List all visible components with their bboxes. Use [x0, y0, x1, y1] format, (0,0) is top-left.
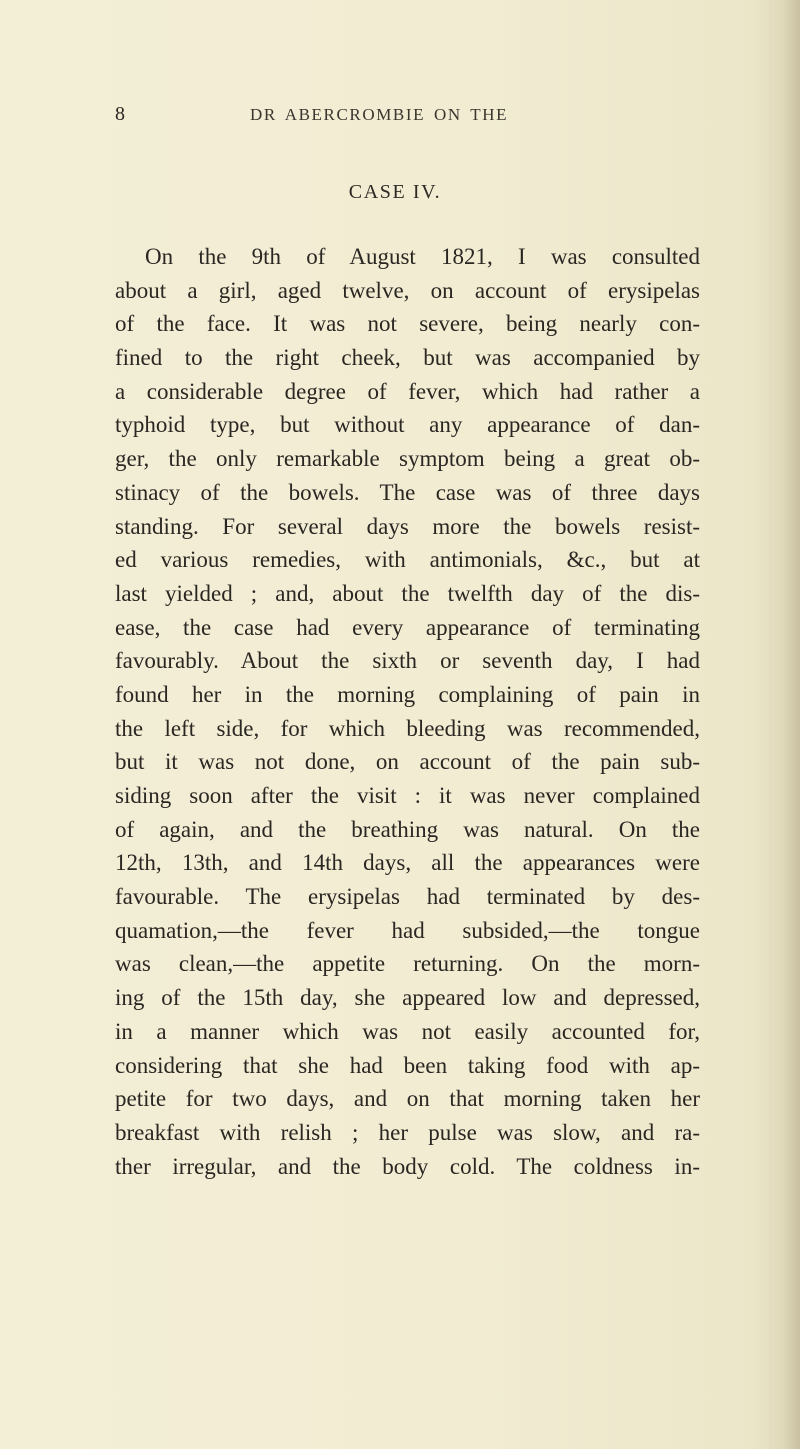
text-line: ease, the case had every appearance of terminating [115, 614, 700, 640]
text-line: found her in the morning complaining of pain in [115, 681, 700, 707]
text-line: ing of the 15th day, she appeared low and depressed, [115, 985, 700, 1011]
text-line: petite for two days, and on that morning taken her [115, 1086, 700, 1112]
text-line: typhoid type, but without any appearance of dan- [115, 412, 700, 438]
text-line: but it was not done, on account of the pain sub- [115, 749, 700, 775]
text-line: ed various remedies, with antimonials, &c., but at [115, 547, 700, 573]
text-line: breakfast with relish ; her pulse was slow, and ra- [115, 1119, 700, 1145]
text-line: was clean,—the appetite returning. On the morn- [115, 951, 700, 977]
text-line: last yielded ; and, about the twelfth day of the dis- [115, 580, 700, 606]
text-line: On the 9th of August 1821, I was consulted [145, 244, 700, 269]
text-line: considering that she had been taking food with ap- [115, 1052, 700, 1078]
text-line: of the face. It was not severe, being nearly con- [115, 311, 700, 337]
running-header [0, 103, 800, 133]
text-line: a considerable degree of fever, which had rather a [115, 378, 700, 404]
page-edge-shadow [782, 0, 800, 1449]
text-line: in a manner which was not easily accounted for, [115, 1018, 700, 1044]
section-heading: CASE IV. [348, 181, 442, 203]
text-line: of again, and the breathing was natural. On the [115, 816, 700, 842]
text-line: quamation,—the fever had subsided,—the tongue [115, 917, 700, 943]
page-number: 8 [115, 103, 126, 125]
text-line: stinacy of the bowels. The case was of three days [115, 479, 700, 505]
text-line: ger, the only remarkable symptom being a great ob- [115, 446, 700, 472]
text-line: about a girl, aged twelve, on account of erysipelas [115, 277, 700, 303]
text-line: the left side, for which bleeding was recommended, [115, 715, 700, 741]
running-title: DR ABERCROMBIE ON THE [250, 105, 509, 124]
text-line: 12th, 13th, and 14th days, all the appearances were [115, 850, 700, 876]
text-line: siding soon after the visit : it was never complained [115, 783, 700, 808]
text-line: fined to the right cheek, but was accompanied by [115, 345, 700, 371]
text-line: favourably. About the sixth or seventh day, I had [115, 648, 700, 674]
text-line: ther irregular, and the body cold. The coldness in- [115, 1153, 700, 1179]
text-line: standing. For several days more the bowels resist- [115, 513, 700, 539]
body-paragraph [115, 240, 700, 1183]
text-line: favourable. The erysipelas had terminated by des- [115, 884, 700, 910]
